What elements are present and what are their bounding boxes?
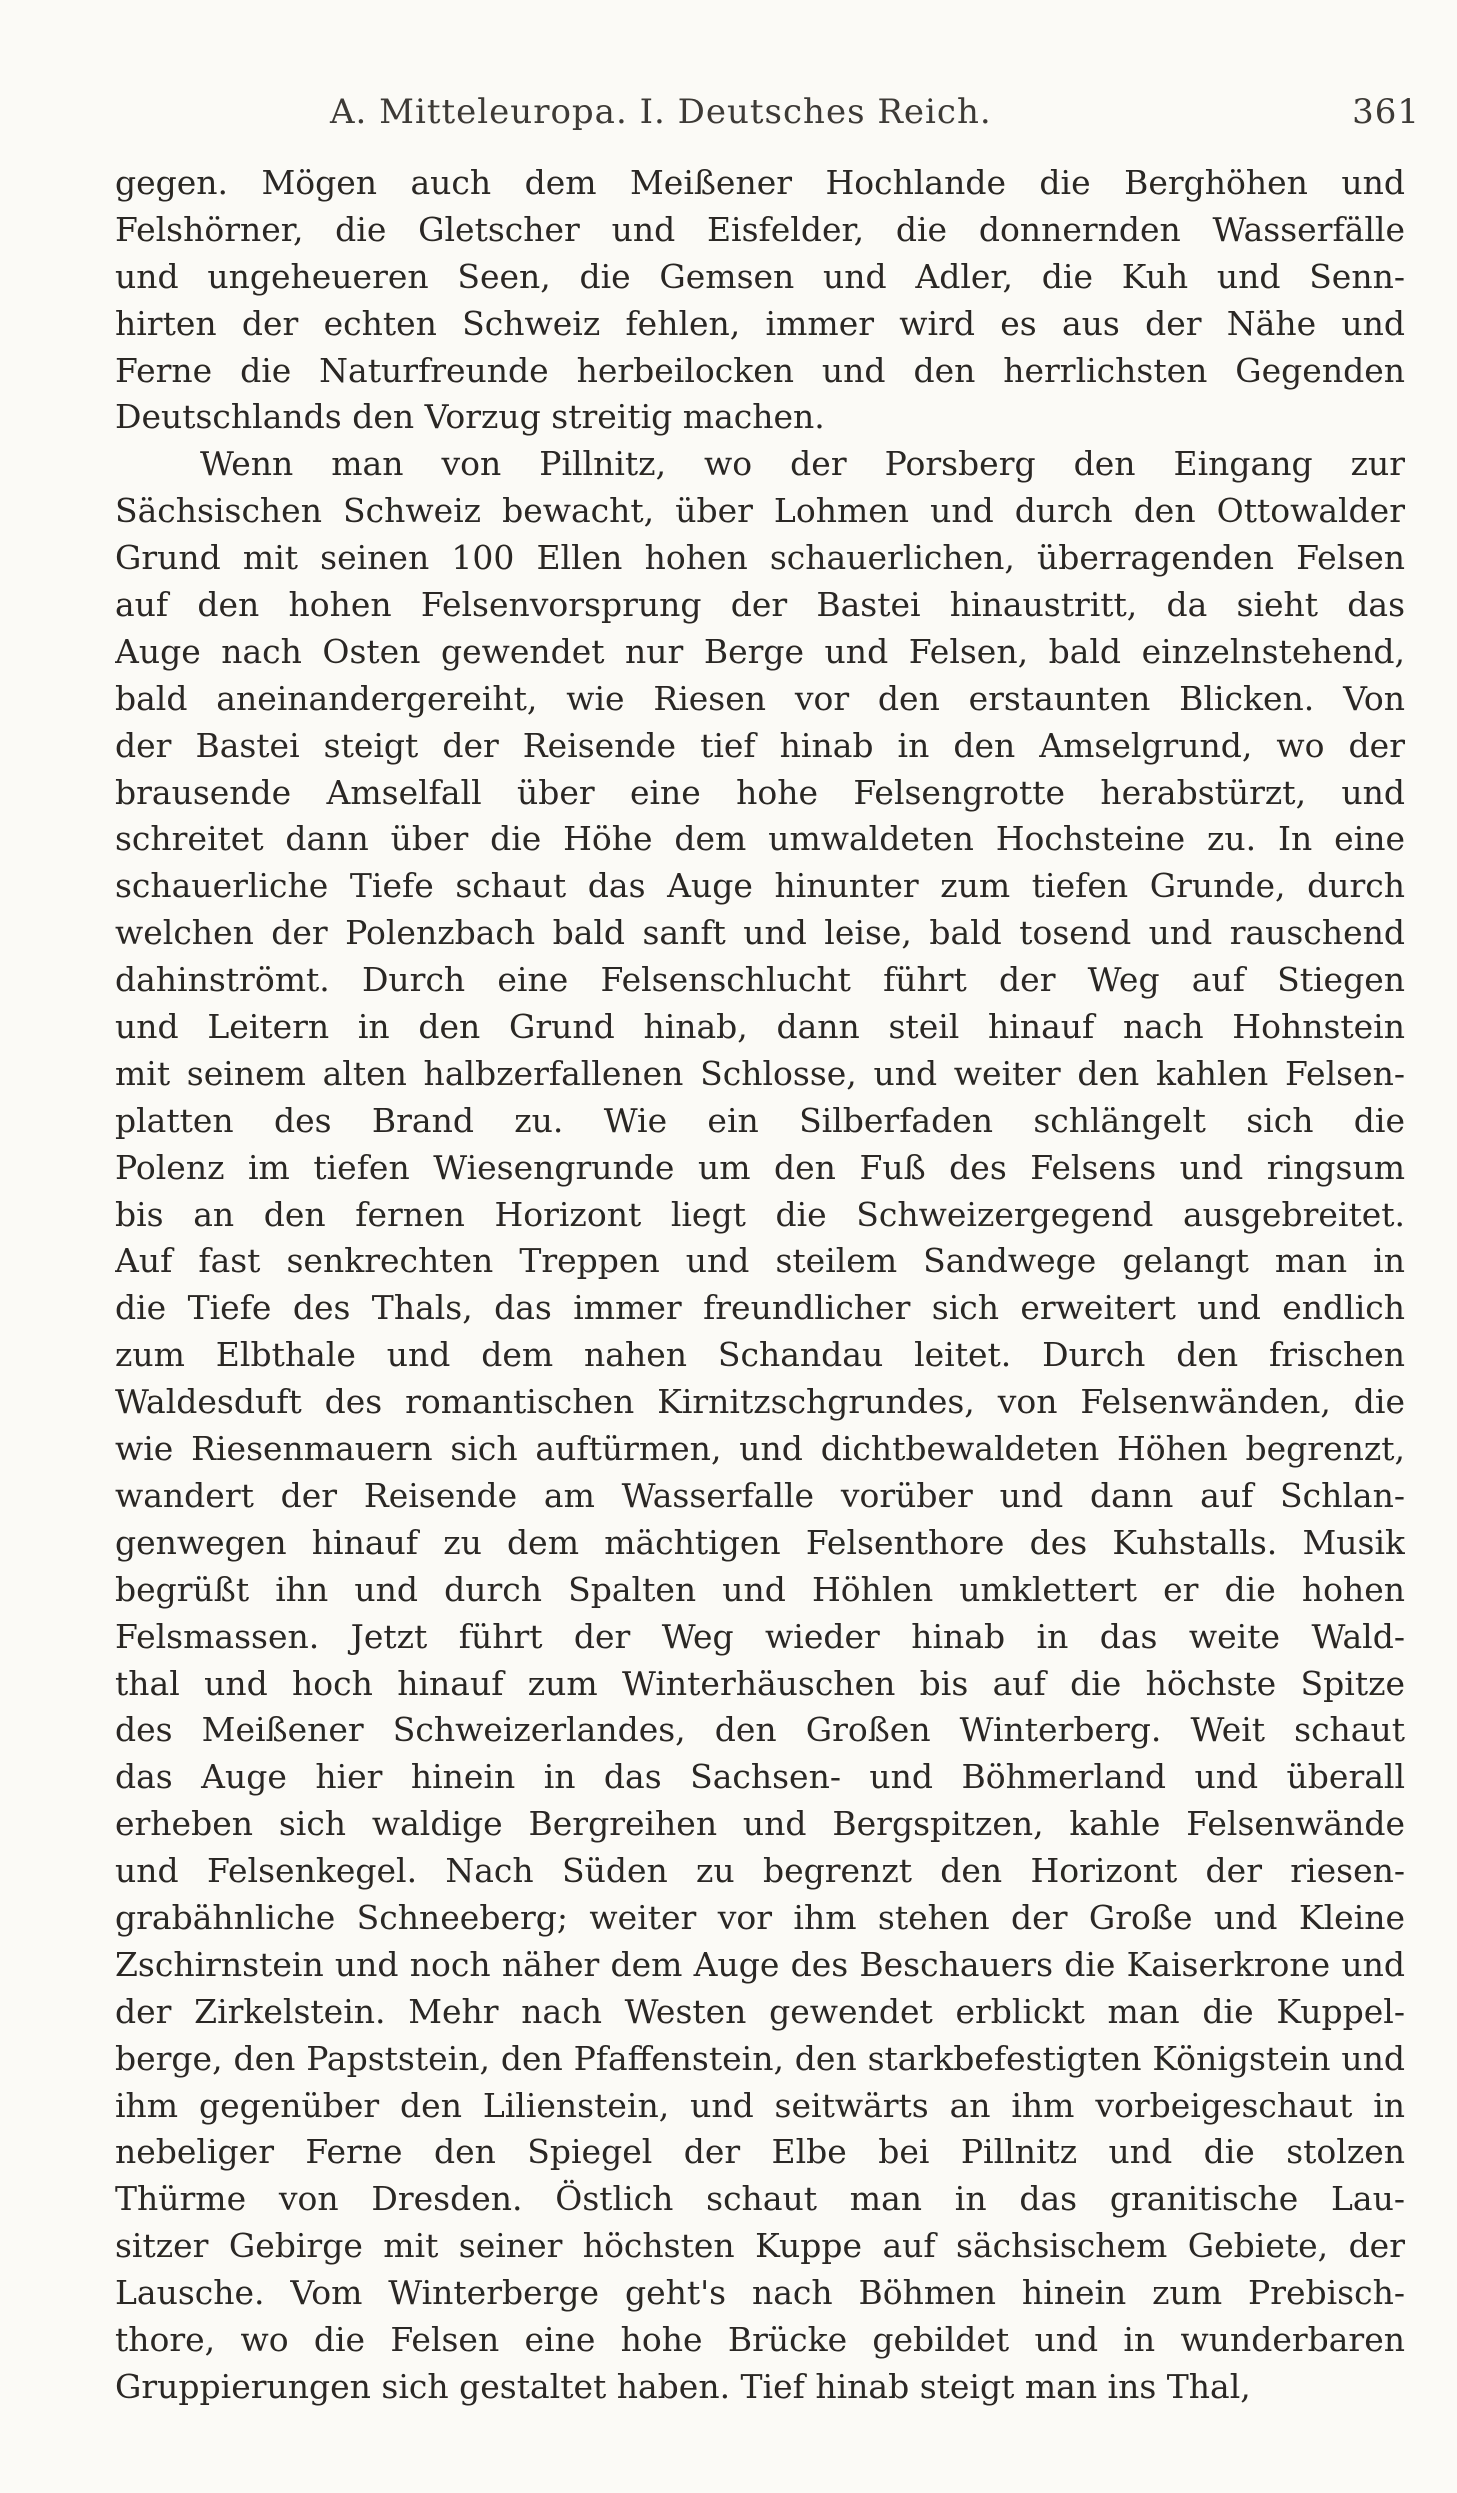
text-line: grabähnliche Schneeberg; weiter vor ihm stehen der Große und Kleine: [115, 1897, 1405, 1937]
text-line: berge, den Papststein, den Pfaffenstein, den starkbefestigten Königstein und: [115, 2038, 1405, 2078]
text-line: Ferne die Naturfreunde herbeilocken und den herrlichsten Gegenden: [115, 350, 1405, 390]
text-line: genwegen hinauf zu dem mächtigen Felsenthore des Kuhstalls. Musik: [115, 1522, 1405, 1562]
text-line: begrüßt ihn und durch Spalten und Höhlen umklettert er die hohen: [115, 1569, 1405, 1609]
text-line: Waldesduft des romantischen Kirnitzschgrundes, von Felsenwänden, die: [115, 1382, 1405, 1422]
body-text: [115, 160, 1405, 2411]
running-head-title: A. Mitteleuropa. I. Deutsches Reich.: [330, 92, 992, 132]
text-line: schauerliche Tiefe schaut das Auge hinunter zum tiefen Grunde, durch: [115, 866, 1405, 906]
text-line: der Zirkelstein. Mehr nach Westen gewendet erblickt man die Kuppel-: [115, 1991, 1405, 2031]
text-line: bald aneinandergereiht, wie Riesen vor den erstaunten Blicken. Von: [115, 678, 1405, 718]
text-line: thore, wo die Felsen eine hohe Brücke gebildet und in wunderbaren: [115, 2319, 1405, 2359]
text-line: und ungeheueren Seen, die Gemsen und Adler, die Kuh und Senn-: [115, 256, 1405, 296]
text-line: Zschirnstein und noch näher dem Auge des Beschauers die Kaiserkrone und: [115, 1944, 1405, 1984]
text-line: und Felsenkegel. Nach Süden zu begrenzt den Horizont der riesen-: [115, 1851, 1405, 1891]
text-line: Lausche. Vom Winterberge geht's nach Böhmen hinein zum Prebisch-: [115, 2273, 1405, 2313]
text-line: der Bastei steigt der Reisende tief hinab in den Amselgrund, wo der: [115, 725, 1405, 765]
text-line: nebeliger Ferne den Spiegel der Elbe bei Pillnitz und die stolzen: [115, 2132, 1405, 2172]
text-line: Polenz im tiefen Wiesengrunde um den Fuß des Felsens und ringsum: [115, 1147, 1405, 1187]
text-line: erheben sich waldige Bergreihen und Bergspitzen, kahle Felsenwände: [115, 1804, 1405, 1844]
text-line: Felshörner, die Gletscher und Eisfelder, die donnernden Wasserfälle: [115, 209, 1405, 249]
text-line: mit seinem alten halbzerfallenen Schlosse, und weiter den kahlen Felsen-: [115, 1053, 1405, 1093]
text-line: Gruppierungen sich gestaltet haben. Tief hinab steigt man ins Thal,: [115, 2366, 1251, 2406]
text-line: dahinströmt. Durch eine Felsenschlucht führt der Weg auf Stiegen: [115, 960, 1405, 1000]
text-line: ihm gegenüber den Lilienstein, und seitwärts an ihm vorbeigeschaut in: [115, 2085, 1405, 2125]
text-line: gegen. Mögen auch dem Meißener Hochlande die Berghöhen und: [115, 163, 1405, 202]
text-line: Deutschlands den Vorzug streitig machen.: [115, 397, 825, 437]
page-number: 361: [1352, 92, 1420, 132]
text-line: des Meißener Schweizerlandes, den Großen Winterberg. Weit schaut: [115, 1710, 1405, 1750]
text-line: wandert der Reisende am Wasserfalle vorüber und dann auf Schlan-: [115, 1475, 1405, 1515]
text-line: brausende Amselfall über eine hohe Felsengrotte herabstürzt, und: [115, 772, 1405, 812]
text-line: zum Elbthale und dem nahen Schandau leitet. Durch den frischen: [115, 1335, 1405, 1375]
text-line: schreitet dann über die Höhe dem umwaldeten Hochsteine zu. In eine: [115, 819, 1405, 859]
text-line: Grund mit seinen 100 Ellen hohen schauerlichen, überragenden Felsen: [115, 538, 1405, 578]
text-line: hirten der echten Schweiz fehlen, immer wird es aus der Nähe und: [115, 303, 1405, 343]
running-head: [330, 92, 1450, 144]
text-line: platten des Brand zu. Wie ein Silberfaden schlängelt sich die: [115, 1100, 1405, 1140]
text-line: bis an den fernen Horizont liegt die Schweizergegend ausgebreitet.: [115, 1194, 1405, 1234]
text-line: Sächsischen Schweiz bewacht, über Lohmen und durch den Ottowalder: [115, 491, 1405, 531]
text-line: welchen der Polenzbach bald sanft und leise, bald tosend und rauschend: [115, 913, 1405, 953]
text-line: Auge nach Osten gewendet nur Berge und Felsen, bald einzelnstehend,: [115, 631, 1405, 671]
text-line: Wenn man von Pillnitz, wo der Porsberg den Eingang zur: [200, 444, 1405, 484]
text-line: wie Riesenmauern sich auftürmen, und dichtbewaldeten Höhen begrenzt,: [115, 1429, 1405, 1469]
text-line: thal und hoch hinauf zum Winterhäuschen bis auf die höchste Spitze: [115, 1663, 1405, 1703]
text-line: das Auge hier hinein in das Sachsen- und Böhmerland und überall: [115, 1757, 1405, 1797]
text-line: die Tiefe des Thals, das immer freundlicher sich erweitert und endlich: [115, 1288, 1405, 1328]
text-line: und Leitern in den Grund hinab, dann steil hinauf nach Hohnstein: [115, 1007, 1405, 1047]
text-line: sitzer Gebirge mit seiner höchsten Kuppe auf sächsischem Gebiete, der: [115, 2226, 1405, 2266]
text-line: auf den hohen Felsenvorsprung der Bastei hinaustritt, da sieht das: [115, 585, 1405, 625]
text-line: Auf fast senkrechten Treppen und steilem Sandwege gelangt man in: [115, 1241, 1405, 1281]
text-line: Thürme von Dresden. Östlich schaut man in das granitische Lau-: [115, 2179, 1405, 2219]
text-line: Felsmassen. Jetzt führt der Weg wieder hinab in das weite Wald-: [115, 1616, 1405, 1656]
